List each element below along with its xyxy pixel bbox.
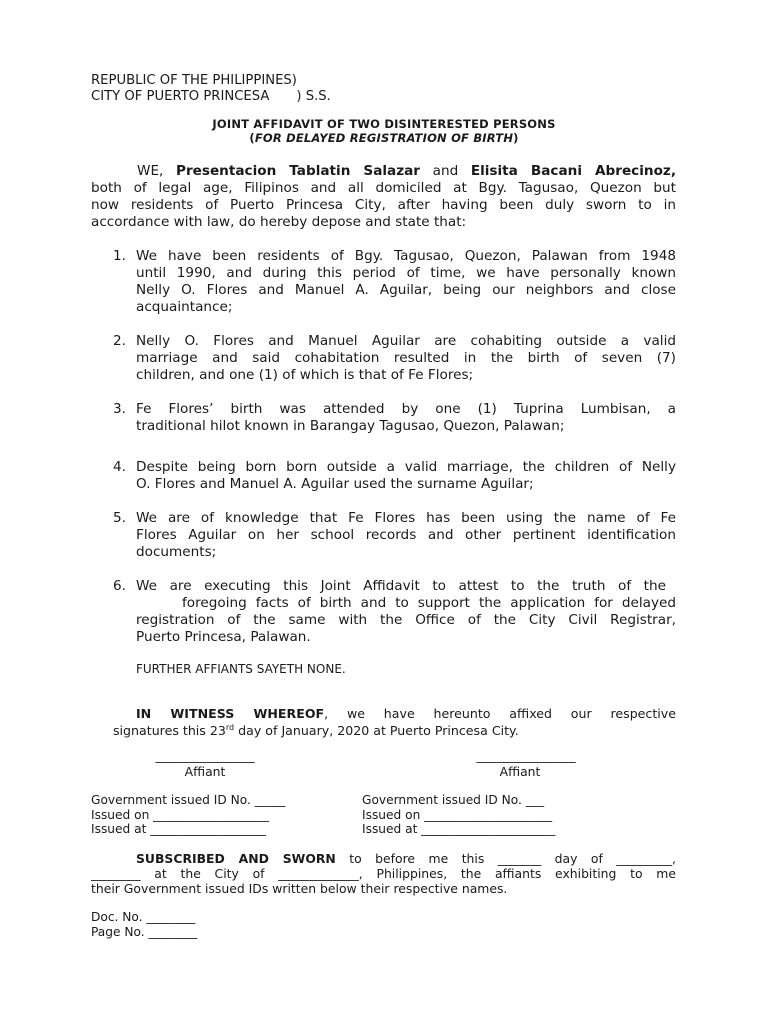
intro-we: WE, (137, 163, 164, 179)
list-item (136, 333, 676, 384)
item-line: marriage and said cohabitation resulted in the birth of seven (7) (136, 350, 676, 366)
page-number: Page No. ________ (91, 925, 198, 939)
item-number: 5. (113, 510, 126, 526)
list-item (136, 510, 676, 561)
list-item-continued (136, 612, 676, 646)
subtitle-close: ) (513, 131, 519, 145)
witness-sup: rd (225, 722, 235, 732)
item-number: 3. (113, 401, 126, 417)
signature-line-right: ________________ (476, 748, 576, 763)
document-subtitle (0, 131, 768, 145)
witness-date-a: signatures this 23 (113, 723, 226, 738)
list-item-continued (182, 595, 676, 612)
subscribed-rest: to before me this _______ day of _________, (335, 851, 676, 866)
affiant-label-left: Affiant (184, 764, 226, 779)
witness-rest: , we have hereunto affixed our respective (324, 706, 676, 721)
witness-date-b: day of January, 2020 at Puerto Princesa City. (234, 723, 519, 738)
affiant-1-name: Presentacion Tablatin Salazar (175, 163, 420, 179)
subtitle-italic: FOR DELAYED REGISTRATION OF BIRTH (254, 131, 514, 145)
subtitle-open: ( (249, 131, 255, 145)
item-line: We have been residents of Bgy. Tagusao, Quezon, Palawan from 1948 (136, 248, 676, 264)
header-ss: ) S.S. (296, 89, 331, 104)
item-line: We are executing this Joint Affidavit to attest to the truth of the (136, 578, 666, 594)
item-line: Puerto Princesa, Palawan. (136, 629, 311, 645)
intro-paragraph (91, 163, 676, 231)
header-city (91, 89, 331, 104)
item-line: Nelly O. Flores and Manuel A. Aguilar, being our neighbors and close (136, 282, 676, 298)
intro-line-1 (91, 163, 676, 180)
header-city-name: CITY OF PUERTO PRINCESA (91, 89, 270, 104)
issued-at-left: Issued at ___________________ (91, 822, 267, 836)
affiant-2-name: Elisita Bacani Abrecinoz, (470, 163, 676, 179)
subscribed-line-1 (91, 851, 676, 866)
intro-line-4: accordance with law, do hereby depose and state that: (91, 214, 467, 230)
item-line: Flores Aguilar on her school records and other pertinent identification (136, 527, 676, 543)
subscribed-line-3: their Government issued IDs written below their respective names. (91, 881, 508, 896)
item-line: acquaintance; (136, 299, 233, 315)
id-no-left: Government issued ID No. _____ (91, 793, 286, 807)
issued-at-right: Issued at ______________________ (362, 822, 556, 836)
document-title: JOINT AFFIDAVIT OF TWO DISINTERESTED PERSONS (212, 117, 556, 131)
further-affiants: FURTHER AFFIANTS SAYETH NONE. (136, 662, 346, 676)
intro-line-3: now residents of Puerto Princesa City, after having been duly sworn to in (91, 197, 676, 213)
item-line: O. Flores and Manuel A. Aguilar used the surname Aguilar; (136, 476, 534, 492)
id-no-right: Government issued ID No. ___ (362, 793, 545, 807)
item-number: 6. (113, 578, 126, 594)
item-number: 2. (113, 333, 126, 349)
header-republic: REPUBLIC OF THE PHILIPPINES) (91, 73, 297, 88)
item-line: registration of the same with the Office of the City Civil Registrar, (136, 612, 676, 628)
item-line: Nelly O. Flores and Manuel Aguilar are cohabiting outside a valid (136, 333, 676, 349)
subscribed-bold: SUBSCRIBED AND SWORN (136, 851, 336, 866)
intro-and: and (432, 163, 459, 179)
issued-on-left: Issued on ___________________ (91, 808, 269, 822)
item-line: until 1990, and during this period of time, we have personally known (136, 265, 676, 281)
item-line: We are of knowledge that Fe Flores has been using the name of Fe (136, 510, 676, 526)
subscribed-paragraph (91, 851, 676, 896)
item-line: Fe Flores’ birth was attended by one (1) Tuprina Lumbisan, a (136, 401, 676, 417)
item-number: 4. (113, 459, 126, 475)
list-item (136, 578, 666, 595)
affiant-label-right: Affiant (499, 764, 541, 779)
list-item (136, 459, 676, 493)
item-number: 1. (113, 248, 126, 264)
witness-line-1 (113, 705, 676, 722)
witness-bold: IN WITNESS WHEREOF (136, 706, 325, 721)
witness-paragraph (113, 705, 676, 739)
subscribed-line-2: ________ at the City of _____________, Philippines, the affiants exhibiting to me (91, 866, 676, 881)
item-line: foregoing facts of birth and to support the application for delayed (182, 595, 676, 611)
doc-number: Doc. No. ________ (91, 910, 196, 924)
issued-on-right: Issued on _____________________ (362, 808, 553, 822)
signature-line-left: ________________ (155, 748, 255, 763)
intro-line-2: both of legal age, Filipinos and all domiciled at Bgy. Tagusao, Quezon but (91, 180, 676, 196)
witness-line-2 (113, 722, 676, 739)
list-item (136, 248, 676, 316)
item-line: children, and one (1) of which is that of Fe Flores; (136, 367, 474, 383)
item-line: traditional hilot known in Barangay Tagusao, Quezon, Palawan; (136, 418, 565, 434)
item-line: documents; (136, 544, 217, 560)
item-line: Despite being born born outside a valid marriage, the children of Nelly (136, 459, 676, 475)
list-item (136, 401, 676, 435)
